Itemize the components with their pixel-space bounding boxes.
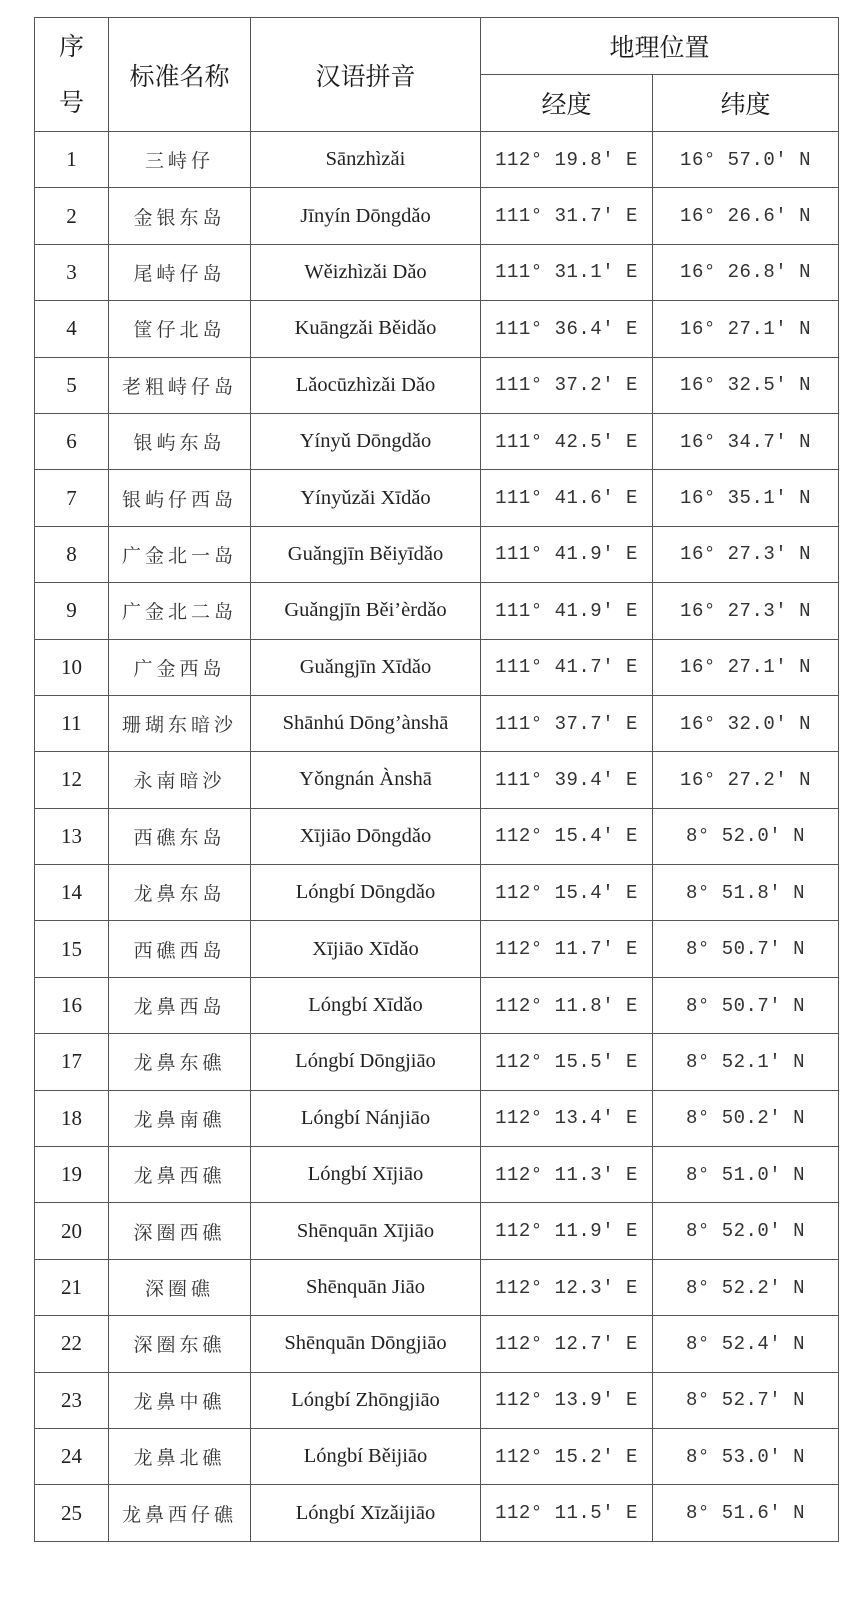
longitude-cell: 111° 42.5′ E (481, 413, 653, 469)
latitude-cell: 16° 27.1′ N (653, 301, 839, 357)
longitude-cell: 111° 41.9′ E (481, 583, 653, 639)
longitude-cell: 112° 12.7′ E (481, 1316, 653, 1372)
pinyin-name-cell: Guǎngjīn Běi’èrdǎo (251, 583, 481, 639)
row-number-cell: 12 (35, 752, 109, 808)
row-number-cell: 14 (35, 865, 109, 921)
row-number-cell: 25 (35, 1485, 109, 1541)
longitude-cell: 112° 15.5′ E (481, 1034, 653, 1090)
standard-name-cell: 老粗峙仔岛 (109, 357, 251, 413)
table-header (35, 18, 839, 132)
standard-name-cell: 龙鼻南礁 (109, 1090, 251, 1146)
table-row (35, 526, 839, 582)
row-number-cell: 7 (35, 470, 109, 526)
latitude-cell: 8° 50.2′ N (653, 1090, 839, 1146)
longitude-cell: 112° 19.8′ E (481, 132, 653, 188)
pinyin-name-cell: Guǎngjīn Xīdǎo (251, 639, 481, 695)
row-number-cell: 21 (35, 1259, 109, 1315)
table-row (35, 470, 839, 526)
table-row (35, 1485, 839, 1541)
table-row (35, 1203, 839, 1259)
pinyin-name-cell: Lóngbí Xīdǎo (251, 977, 481, 1033)
latitude-cell: 8° 51.8′ N (653, 865, 839, 921)
geographic-names-table (34, 17, 839, 1542)
latitude-cell: 16° 27.3′ N (653, 583, 839, 639)
standard-name-cell: 永南暗沙 (109, 752, 251, 808)
standard-name-cell: 龙鼻西礁 (109, 1147, 251, 1203)
standard-name-cell: 龙鼻北礁 (109, 1428, 251, 1484)
standard-name-cell: 深圈东礁 (109, 1316, 251, 1372)
latitude-cell: 16° 26.8′ N (653, 244, 839, 300)
row-number-cell: 8 (35, 526, 109, 582)
standard-name-cell: 三峙仔 (109, 132, 251, 188)
standard-name-cell: 龙鼻西仔礁 (109, 1485, 251, 1541)
row-number-cell: 2 (35, 188, 109, 244)
pinyin-name-cell: Lǎocūzhìzǎi Dǎo (251, 357, 481, 413)
standard-name-cell: 广金西岛 (109, 639, 251, 695)
table-row (35, 413, 839, 469)
longitude-cell: 111° 41.7′ E (481, 639, 653, 695)
latitude-cell: 16° 35.1′ N (653, 470, 839, 526)
longitude-cell: 111° 31.7′ E (481, 188, 653, 244)
latitude-cell: 8° 52.2′ N (653, 1259, 839, 1315)
header-standard-name: 标准名称 (109, 18, 251, 132)
standard-name-cell: 龙鼻西岛 (109, 977, 251, 1033)
table-row (35, 583, 839, 639)
header-sequence-number (35, 18, 109, 132)
table-row (35, 301, 839, 357)
table-row (35, 1316, 839, 1372)
longitude-cell: 112° 13.9′ E (481, 1372, 653, 1428)
pinyin-name-cell: Yínyǔ Dōngdǎo (251, 413, 481, 469)
longitude-cell: 112° 11.8′ E (481, 977, 653, 1033)
latitude-cell: 16° 32.0′ N (653, 695, 839, 751)
longitude-cell: 111° 36.4′ E (481, 301, 653, 357)
header-longitude: 经度 (481, 75, 653, 132)
longitude-cell: 111° 31.1′ E (481, 244, 653, 300)
row-number-cell: 4 (35, 301, 109, 357)
standard-name-cell: 西礁东岛 (109, 808, 251, 864)
pinyin-name-cell: Shēnquān Xījiāo (251, 1203, 481, 1259)
table-row (35, 865, 839, 921)
pinyin-name-cell: Yínyǔzǎi Xīdǎo (251, 470, 481, 526)
standard-name-cell: 珊瑚东暗沙 (109, 695, 251, 751)
latitude-cell: 8° 52.7′ N (653, 1372, 839, 1428)
table-row (35, 1147, 839, 1203)
latitude-cell: 16° 27.2′ N (653, 752, 839, 808)
latitude-cell: 16° 27.3′ N (653, 526, 839, 582)
table-row (35, 808, 839, 864)
table-row (35, 921, 839, 977)
table-row (35, 1034, 839, 1090)
row-number-cell: 9 (35, 583, 109, 639)
standard-name-cell: 西礁西岛 (109, 921, 251, 977)
latitude-cell: 8° 50.7′ N (653, 977, 839, 1033)
longitude-cell: 112° 15.4′ E (481, 865, 653, 921)
standard-name-cell: 龙鼻中礁 (109, 1372, 251, 1428)
standard-name-cell: 尾峙仔岛 (109, 244, 251, 300)
latitude-cell: 8° 51.0′ N (653, 1147, 839, 1203)
table-row (35, 357, 839, 413)
row-number-cell: 24 (35, 1428, 109, 1484)
header-pinyin: 汉语拼音 (251, 18, 481, 132)
longitude-cell: 111° 39.4′ E (481, 752, 653, 808)
row-number-cell: 19 (35, 1147, 109, 1203)
header-geographic-location: 地理位置 (481, 18, 839, 75)
pinyin-name-cell: Wěizhìzǎi Dǎo (251, 244, 481, 300)
table-row (35, 1259, 839, 1315)
latitude-cell: 16° 34.7′ N (653, 413, 839, 469)
latitude-cell: 16° 27.1′ N (653, 639, 839, 695)
row-number-cell: 20 (35, 1203, 109, 1259)
pinyin-name-cell: Shānhú Dōng’ànshā (251, 695, 481, 751)
pinyin-name-cell: Lóngbí Běijiāo (251, 1428, 481, 1484)
longitude-cell: 111° 41.6′ E (481, 470, 653, 526)
pinyin-name-cell: Jīnyín Dōngdǎo (251, 188, 481, 244)
row-number-cell: 18 (35, 1090, 109, 1146)
pinyin-name-cell: Shēnquān Dōngjiāo (251, 1316, 481, 1372)
table-row (35, 132, 839, 188)
standard-name-cell: 筐仔北岛 (109, 301, 251, 357)
row-number-cell: 10 (35, 639, 109, 695)
latitude-cell: 16° 57.0′ N (653, 132, 839, 188)
row-number-cell: 3 (35, 244, 109, 300)
header-seq-line1: 序 (58, 31, 84, 61)
longitude-cell: 111° 41.9′ E (481, 526, 653, 582)
pinyin-name-cell: Sānzhìzǎi (251, 132, 481, 188)
standard-name-cell: 龙鼻东礁 (109, 1034, 251, 1090)
row-number-cell: 22 (35, 1316, 109, 1372)
standard-name-cell: 金银东岛 (109, 188, 251, 244)
latitude-cell: 8° 52.0′ N (653, 808, 839, 864)
pinyin-name-cell: Guǎngjīn Běiyīdǎo (251, 526, 481, 582)
row-number-cell: 15 (35, 921, 109, 977)
pinyin-name-cell: Lóngbí Xīzǎijiāo (251, 1485, 481, 1541)
latitude-cell: 8° 51.6′ N (653, 1485, 839, 1541)
pinyin-name-cell: Lóngbí Dōngjiāo (251, 1034, 481, 1090)
longitude-cell: 112° 11.3′ E (481, 1147, 653, 1203)
row-number-cell: 23 (35, 1372, 109, 1428)
longitude-cell: 112° 12.3′ E (481, 1259, 653, 1315)
latitude-cell: 8° 52.1′ N (653, 1034, 839, 1090)
table-row (35, 244, 839, 300)
standard-name-cell: 深圈西礁 (109, 1203, 251, 1259)
table-row (35, 1428, 839, 1484)
table-body (35, 132, 839, 1542)
latitude-cell: 8° 52.0′ N (653, 1203, 839, 1259)
row-number-cell: 11 (35, 695, 109, 751)
pinyin-name-cell: Shēnquān Jiāo (251, 1259, 481, 1315)
row-number-cell: 17 (35, 1034, 109, 1090)
pinyin-name-cell: Lóngbí Nánjiāo (251, 1090, 481, 1146)
latitude-cell: 16° 32.5′ N (653, 357, 839, 413)
latitude-cell: 8° 50.7′ N (653, 921, 839, 977)
standard-name-cell: 龙鼻东岛 (109, 865, 251, 921)
latitude-cell: 16° 26.6′ N (653, 188, 839, 244)
pinyin-name-cell: Xījiāo Dōngdǎo (251, 808, 481, 864)
pinyin-name-cell: Lóngbí Xījiāo (251, 1147, 481, 1203)
longitude-cell: 112° 11.9′ E (481, 1203, 653, 1259)
standard-name-cell: 银屿东岛 (109, 413, 251, 469)
header-latitude: 纬度 (653, 75, 839, 132)
table-row (35, 695, 839, 751)
table-row (35, 752, 839, 808)
row-number-cell: 1 (35, 132, 109, 188)
table-row (35, 1372, 839, 1428)
longitude-cell: 112° 13.4′ E (481, 1090, 653, 1146)
row-number-cell: 16 (35, 977, 109, 1033)
pinyin-name-cell: Lóngbí Dōngdǎo (251, 865, 481, 921)
standard-name-cell: 深圈礁 (109, 1259, 251, 1315)
longitude-cell: 112° 15.2′ E (481, 1428, 653, 1484)
row-number-cell: 5 (35, 357, 109, 413)
latitude-cell: 8° 52.4′ N (653, 1316, 839, 1372)
standard-name-cell: 银屿仔西岛 (109, 470, 251, 526)
table-row (35, 639, 839, 695)
row-number-cell: 6 (35, 413, 109, 469)
longitude-cell: 111° 37.7′ E (481, 695, 653, 751)
longitude-cell: 111° 37.2′ E (481, 357, 653, 413)
latitude-cell: 8° 53.0′ N (653, 1428, 839, 1484)
pinyin-name-cell: Xījiāo Xīdǎo (251, 921, 481, 977)
pinyin-name-cell: Lóngbí Zhōngjiāo (251, 1372, 481, 1428)
longitude-cell: 112° 15.4′ E (481, 808, 653, 864)
longitude-cell: 112° 11.7′ E (481, 921, 653, 977)
table-row (35, 1090, 839, 1146)
standard-name-cell: 广金北二岛 (109, 583, 251, 639)
header-seq-line2: 号 (58, 87, 84, 117)
pinyin-name-cell: Yǒngnán Ànshā (251, 752, 481, 808)
row-number-cell: 13 (35, 808, 109, 864)
table-row (35, 977, 839, 1033)
table-row (35, 188, 839, 244)
longitude-cell: 112° 11.5′ E (481, 1485, 653, 1541)
standard-name-cell: 广金北一岛 (109, 526, 251, 582)
pinyin-name-cell: Kuāngzǎi Běidǎo (251, 301, 481, 357)
